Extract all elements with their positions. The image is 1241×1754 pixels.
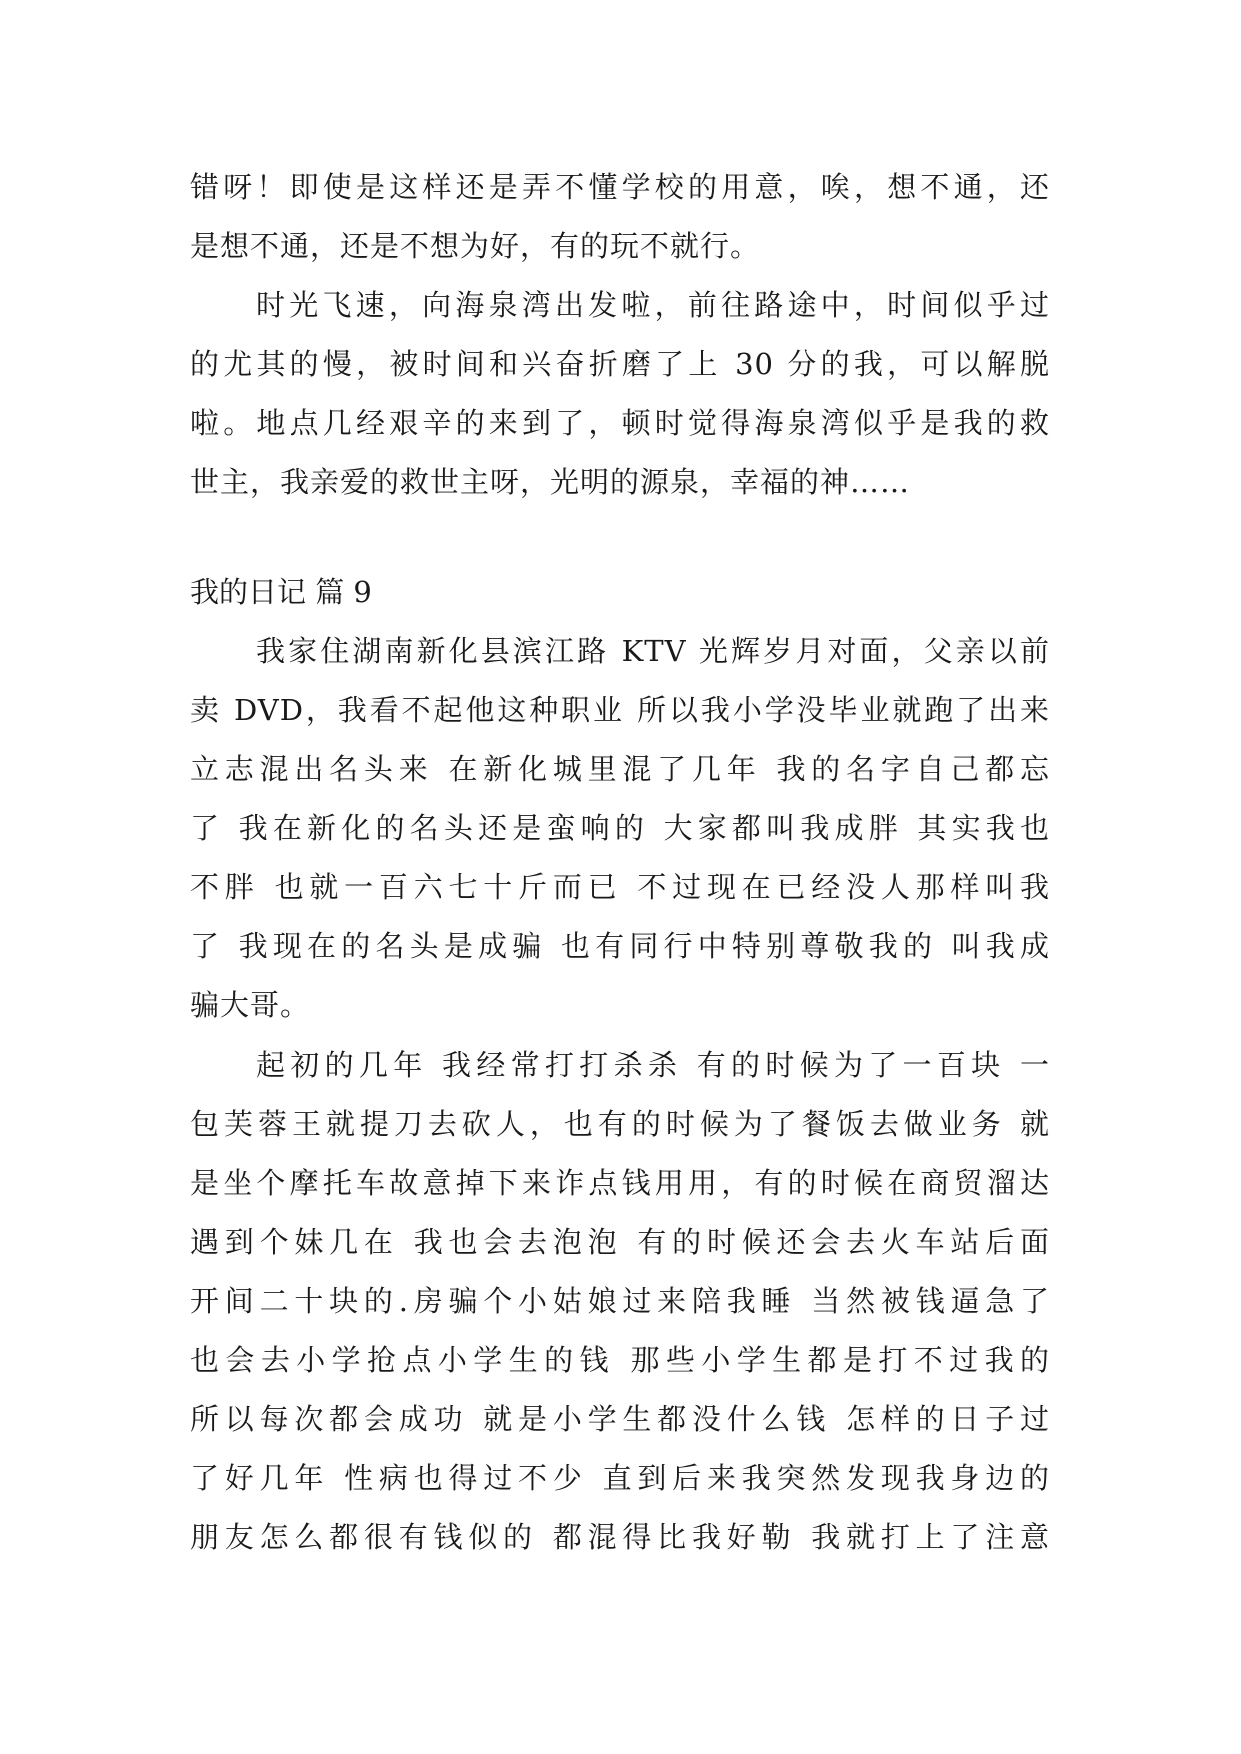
text-line: 所以每次都会成功 就是小学生都没什么钱 怎样的日子过 [190, 1402, 1050, 1436]
text-line: 是坐个摩托车故意掉下来诈点钱用用，有的时候在商贸溜达 [190, 1166, 1050, 1200]
text-line: 我家住湖南新化县滨江路 KTV 光辉岁月对面，父亲以前 [256, 634, 1050, 668]
text-line: 起初的几年 我经常打打杀杀 有的时候为了一百块 一 [256, 1048, 1050, 1082]
text-line: 骗大哥。 [190, 988, 311, 1022]
text-line: 卖 DVD，我看不起他这种职业 所以我小学没毕业就跑了出来 [190, 693, 1050, 727]
text-line: 了 我现在的名头是成骗 也有同行中特别尊敬我的 叫我成 [190, 929, 1050, 963]
text-line: 是想不通，还是不想为好，有的玩不就行。 [190, 229, 761, 263]
text-line: 错呀！即使是这样还是弄不懂学校的用意，唉，想不通，还 [190, 170, 1050, 204]
text-line: 遇到个妹几在 我也会去泡泡 有的时候还会去火车站后面 [190, 1225, 1050, 1259]
text-line: 朋友怎么都很有钱似的 都混得比我好勒 我就打上了注意 [190, 1520, 1050, 1554]
text-line: 也会去小学抢点小学生的钱 那些小学生都是打不过我的 [190, 1343, 1050, 1377]
text-line: 啦。地点几经艰辛的来到了，顿时觉得海泉湾似乎是我的救 [190, 406, 1050, 440]
text-line: 立志混出名头来 在新化城里混了几年 我的名字自己都忘 [190, 752, 1050, 786]
text-line: 了好几年 性病也得过不少 直到后来我突然发现我身边的 [190, 1461, 1050, 1495]
text-line: 时光飞速，向海泉湾出发啦，前往路途中，时间似乎过 [256, 288, 1050, 322]
text-line: 不胖 也就一百六七十斤而已 不过现在已经没人那样叫我 [190, 870, 1050, 904]
text-line: 的尤其的慢，被时间和兴奋折磨了上 30 分的我，可以解脱 [190, 347, 1050, 381]
text-line: 世主，我亲爱的救世主呀，光明的源泉，幸福的神…… [190, 465, 911, 499]
paragraph-continued [190, 158, 1050, 276]
paragraph-early [190, 1036, 1050, 1567]
text-line: 了 我在新化的名头还是蛮响的 大家都叫我成胖 其实我也 [190, 811, 1050, 845]
paragraph-time [190, 276, 1050, 512]
section-heading: 我的日记 篇 9 [190, 575, 372, 609]
text-line: 包芙蓉王就提刀去砍人，也有的时候为了餐饭去做业务 就 [190, 1107, 1050, 1141]
paragraph-home [190, 622, 1050, 1035]
text-line: 开间二十块的.房骗个小姑娘过来陪我睡 当然被钱逼急了 [190, 1284, 1050, 1318]
